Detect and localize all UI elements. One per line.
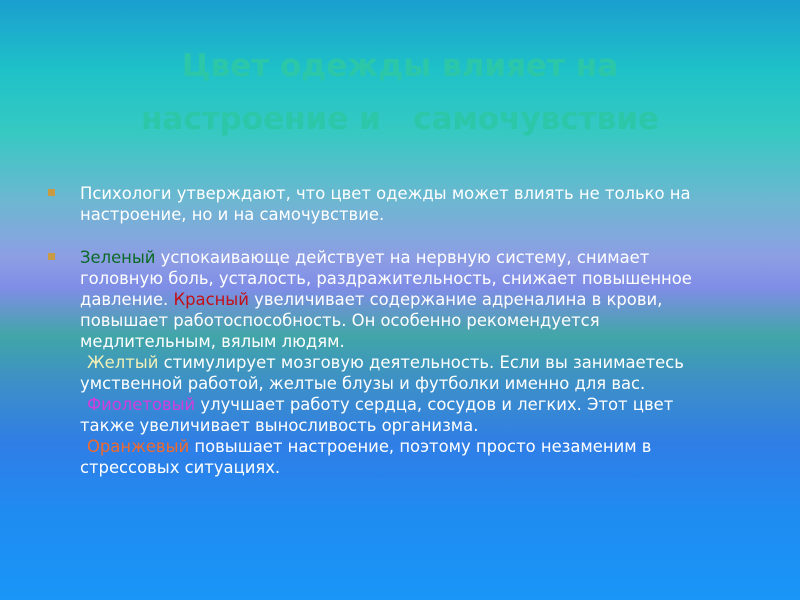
red-word: Красный xyxy=(173,290,249,309)
title-line-1: Цвет одежды влияет на xyxy=(181,48,619,84)
slide-title xyxy=(60,40,740,146)
paragraph-yellow xyxy=(48,352,708,394)
paragraph-orange xyxy=(48,436,708,478)
yellow-text: стимулирует мозговую деятельность. Если вы занимаетесь умственной работой, желтые блузы и футболки именно для вас. xyxy=(80,353,684,393)
green-word: Зеленый xyxy=(80,248,156,267)
slide-body xyxy=(48,183,708,478)
violet-text: улучшает работу сердца, сосудов и легких. Этот цвет также увеличивает выносливость организма. xyxy=(80,395,674,435)
orange-word: Оранжевый xyxy=(87,437,190,456)
bullet-square-icon xyxy=(48,253,55,260)
paragraph-violet xyxy=(48,394,708,436)
green-text: успокаивающе действует на нервную систему, снимает головную боль, усталость, раздражительность, снижает повышенное давление. xyxy=(80,248,692,309)
paragraph-green-red xyxy=(48,247,708,352)
red-text: увеличивает содержание адреналина в крови, повышает работоспособность. Он особенно рекомендуется медлительным, вялым людям. xyxy=(80,290,663,351)
title-line-2: настроение и самочувствие xyxy=(141,101,659,137)
bullet-square-icon xyxy=(48,189,55,196)
paragraph-intro xyxy=(48,183,708,225)
violet-word: Фиолетовый xyxy=(87,395,196,414)
intro-text: Психологи утверждают, что цвет одежды может влиять не только на настроение, но и на самочувствие. xyxy=(80,184,691,224)
orange-text: повышает настроение, поэтому просто незаменим в стрессовых ситуациях. xyxy=(80,437,652,477)
yellow-word: Желтый xyxy=(87,353,159,372)
